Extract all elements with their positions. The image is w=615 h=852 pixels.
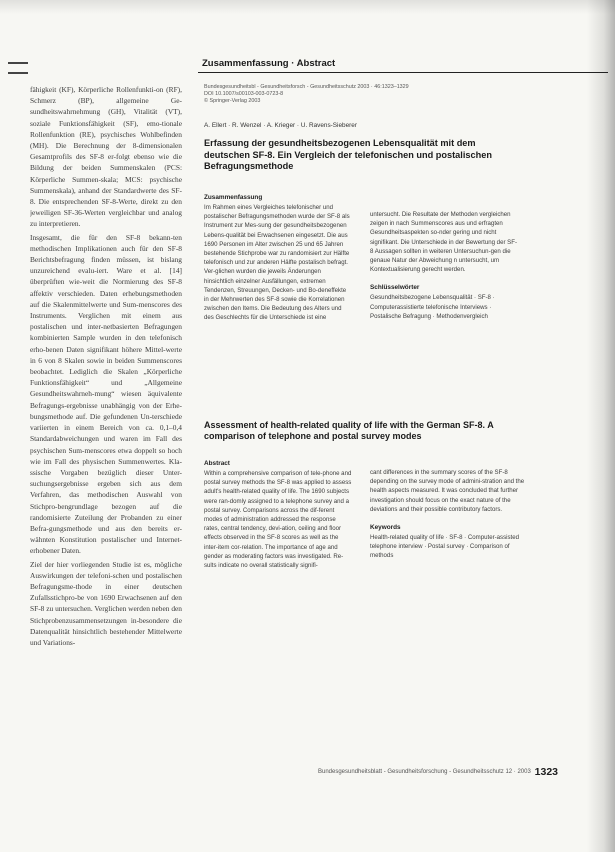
page-footer	[318, 767, 558, 779]
left-paragraph: Insgesamt, die für den SF-8 bekann-ten methodischen Implikationen auch für den SF-8 Berichtsbefragung finden müssen, ist bislang unzureichend evalu-iert. Ware et al. [14] überprüften wie-weit die Normierung des SF-8 affektiv verschieden. Daten erhebungsmethoden auf die Skalenmittelwerte und Sum-menscores des Instruments. Verglichen mit einem aus postalischen und inter-netbasierten Befragungen kombinierten Sample wurden in den telefonisch erho-benen Daten signifikant höhere Mittel-werte in 6 von 8 Skalen sowie in beiden Summenscores beobachtet. Lediglich die Skalen „Körperliche Funktionsfähigkeit“ und „Allgemeine Gesundheitswahrneh-mung“ wiesen äquivalente Befragungs-ergebnisse unabhängig von der Erhe-bungsmethode auf. Die gefundenen Un-terschiede variierten in einem Bereich von ca. 0,1–0,4 Standardabweichungen und waren im Fall des psychischen Sum-menscores etwa doppelt so hoch wie im Fall des physischen Summenwertes. Kla-ssische Vorgaben bezüglich dieser Unter-suchungsergebnisse ergeben sich aus dem Verfahren, das methodischen Auswahl von Stichpro-bengrundlage bezogen auf die randomisierte Zuteilung der Probanden zu einer Befra-gungsmethode und aus den bereits er-wähnten Konstitution postalischer und Internet-erhobener Daten.	[30, 232, 182, 556]
german-abstract-right	[370, 210, 520, 400]
german-title: Erfassung der gesundheitsbezogenen Lebensqualität mit dem deutschen SF-8. Ein Vergleich der telefonischen und postalischen Befragungsmethode	[204, 138, 492, 171]
doi-line: DOI 10.1007/s00103-003-0723-8	[204, 91, 284, 97]
scan-shadow	[0, 0, 615, 14]
german-abstract-heading: Zusammenfassung	[204, 194, 263, 201]
citation-line: Bundesgesundheitsbl - Gesundheitsforsch - Gesundheitsschutz 2003 · 46:1323–1329	[204, 84, 409, 90]
english-keywords: Health-related quality of life · SF-8 · Computer-assisted telephone interview · Postal survey · Comparison of methods	[370, 534, 520, 560]
scan-edge-shadow	[587, 0, 615, 852]
english-abstract-text: Within a comprehensive comparison of tele-phone and postal survey methods the SF-8 was applied to assess adult's health-related quality of life. The 1690 subjects were ran-domly assigned to a telephone survey and a postal survey. Comparisons across the dif-ferent modes of administration addressed the response rates, central tendency, devi-ation, ceiling and floor effects observed in the SF-8 scores as well as the inter-item cor-relation. The importance of age and gender as moderating factors was investigated. Re-sults indicate no overall statistically signifi-	[204, 470, 352, 570]
german-keywords-heading: Schlüsselwörter	[370, 284, 420, 292]
left-paragraph: fähigkeit (KF), Körperliche Rollenfunkti-on (RF), Schmerz (BP), allgemeine Ge-sundheitswahrnehmung (GH), Vitalität (VT), soziale Funktionsfähigkeit (SF), emo-tionale Rollenfunktion (RE), psychisches Wohlbefinden (MH). Die Berechnung der 8-dimensionalen Gesamtprofils des SF-8 er-folgt ebenso wie die Bildung der beiden Summenskalen (PCS: Körperliche Summen-skala; MCS: psychische Summenskala), anhand der Standardwerte des SF-8. Die entsprechenden SF-8-Werte, direkt zu den jeweiligen SF-36-Werten vergleichbar und analog zu interpretieren.	[30, 85, 182, 229]
german-abstract-continued: untersucht. Die Resultate der Methoden vergleichen zeigen in nach Summenscores aus und erfragten Gesundheitsaspekten so-nder gering und nicht signifikant. Die Unterschiede in der Bewertung der SF-8 Aussagen sollten in weiteren Untersuchun-gen die genaue Natur der Abweichung n untersucht, um Kontextualisierung gerecht werden.	[370, 211, 517, 274]
section-header-title: Zusammenfassung · Abstract	[202, 58, 336, 69]
footer-journal: Bundesgesundheitsblatt - Gesundheitsforschung - Gesundheitsschutz 12 · 2003	[318, 769, 531, 775]
english-abstract-right	[370, 468, 525, 618]
left-text-column	[30, 84, 182, 784]
margin-mark	[8, 72, 28, 74]
german-abstract-left	[204, 194, 352, 394]
english-abstract-heading: Abstract	[204, 460, 230, 467]
citation-meta	[204, 84, 484, 105]
german-keywords: Gesundheitsbezogene Lebensqualität · SF-8 · Computerassistierte telefonische Interviews · Postalische Befragung · Methodenvergleich	[370, 294, 495, 320]
page-number: 1323	[534, 766, 558, 778]
english-title: Assessment of health-related quality of life with the German SF-8. A comparison of telephone and postal survey modes	[204, 420, 494, 442]
section-header	[198, 56, 608, 73]
left-paragraph: Ziel der hier vorliegenden Studie ist es, mögliche Auswirkungen der telefoni-schen und postalischen Befragungsme-thode in einer deutschen Zufallsstichpro-be von 1690 Erwachsenen auf den SF-8 zu untersuchen. Verglichen werden neben den Stichprobenzusammensetzungen in-besondere die Datenqualität hinsichtlich bestehender Mittelwerte und Variations-	[30, 559, 182, 647]
english-abstract-left	[204, 460, 352, 620]
copyright-line: © Springer-Verlag 2003	[204, 98, 261, 104]
english-keywords-heading: Keywords	[370, 524, 401, 532]
author-list: A. Ellert · R. Wenzel · A. Krieger · U. Ravens-Sieberer	[204, 122, 357, 129]
margin-mark	[8, 62, 28, 64]
german-abstract-text: Im Rahmen eines Vergleiches telefonischer und postalischer Befragungsmethoden wurde der SF-8 als Instrument zur Mes-sung der gesundheitsbezogenen Lebens-qualität bei Erwachsenen eingesetzt. Die aus 1690 Personen im Alter zwischen 25 und 65 Jahren bestehende Stichprobe war zu randomisiert zur Hälfte telefonisch und zur anderen Hälfte postalisch befragt. Ver-glichen wurden die jeweils Änderungen hinsichtlich einzelner Ausfällungen, extremen Tendenzen, Streuungen, Decken- und Bo-deneffekte in der Mehrwerten des SF-8 sowie die Korrelationen zwischen den Items. Die Bedeutung des Alters und des Geschlechts für die Unterschiede ist eine	[204, 204, 350, 322]
english-abstract-continued: cant differences in the summary scores of the SF-8 depending on the survey mode of admini-stration and the health aspects measured. It was concluded that further investigation should focus on the exact nature of the deviations and their possible contributory factors.	[370, 469, 525, 513]
